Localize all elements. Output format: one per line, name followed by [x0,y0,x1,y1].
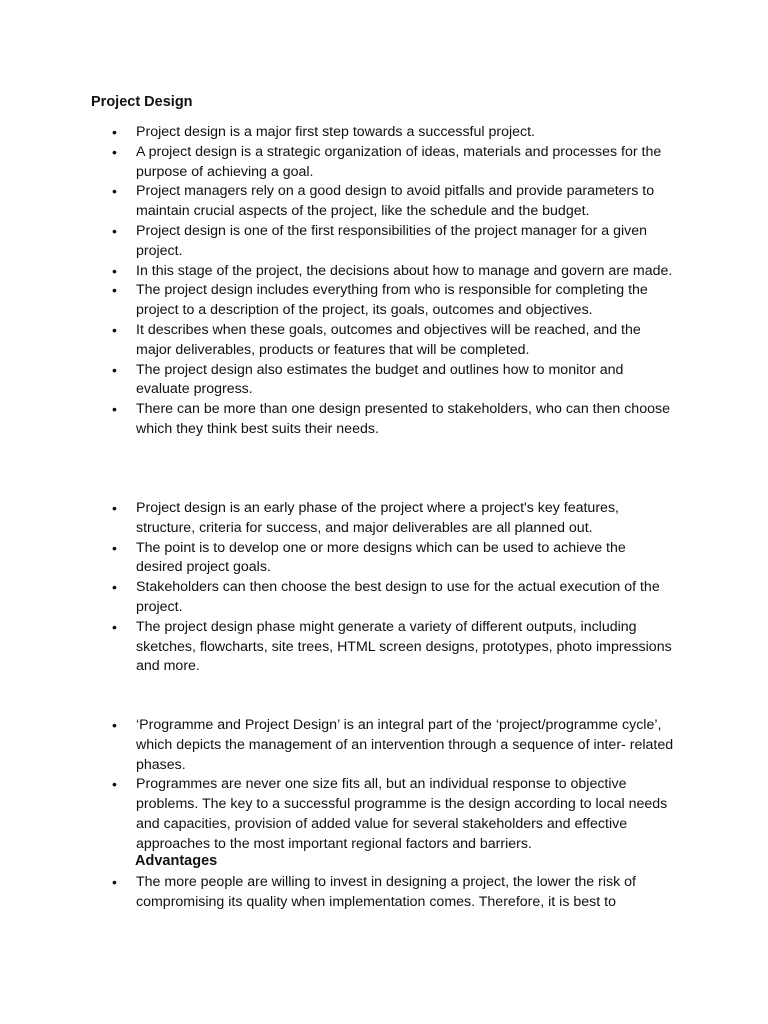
list-item-text: Programmes are never one size fits all, but an individual response to objective problems. The key to a successful programme is the design according to local needs and capacities, provision of added value for several stakeholders and effective approaches to the most important regional factors and barriers. [136,776,668,852]
list-item [0,539,768,579]
bullet-icon: • [112,222,117,239]
list-item-text: ‘Programme and Project Design’ is an integral part of the ‘project/programme cycle’, which depicts the management of an intervention through a sequence of inter- related phases. [136,717,674,773]
list-item [0,716,768,775]
list-item-text: The project design phase might generate a variety of different outputs, including sketches, flowcharts, site trees, HTML screen designs, prototypes, photo impressions and more. [136,618,672,675]
list-item [0,321,768,361]
bullet-icon: • [112,143,117,160]
bullet-list-intro [0,123,768,440]
list-item [0,400,768,440]
list-item [0,123,768,143]
list-item [0,182,768,222]
list-item-text: Project managers rely on a good design to avoid pitfalls and provide parameters to maintain crucial aspects of the project, like the schedule and the budget. [136,183,655,220]
list-item-text: There can be more than one design presented to stakeholders, who can then choose which they think best suits their needs. [136,401,670,437]
bullet-icon: • [112,776,117,793]
bullet-icon: • [112,500,117,516]
list-item [0,618,768,677]
list-item-text: Project design is one of the first responsibilities of the project manager for a given project. [136,222,648,259]
bullet-icon: • [112,717,117,733]
bullet-icon: • [112,618,117,635]
bullet-icon: • [112,262,117,279]
list-item [0,281,768,321]
list-item-text: The project design also estimates the budget and outlines how to monitor and evaluate progress. [136,361,624,398]
list-item [0,873,768,913]
list-item [0,775,768,854]
bullet-icon: • [112,539,117,556]
bullet-icon: • [112,874,117,890]
bullet-icon: • [112,579,117,596]
list-item-text: It describes when these goals, outcomes and objectives will be reached, and the major deliverables, products or features that will be completed. [136,321,641,358]
list-item-text: Project design is a major first step towards a successful project. [136,124,535,140]
bullet-icon: • [112,183,117,200]
list-item [0,361,768,401]
list-item [0,143,768,183]
bullet-icon: • [112,124,117,140]
list-item-text: Stakeholders can then choose the best design to use for the actual execution of the project. [136,579,660,615]
list-item [0,222,768,262]
bullet-list-phase [0,499,768,677]
page-title: Project Design [91,94,193,110]
bullet-list-programme [0,716,768,855]
list-item-text: Project design is an early phase of the project where a project's key features, structure, criteria for success, and major deliverables are all planned out. [136,500,619,536]
list-item [0,578,768,618]
bullet-icon: • [112,361,117,378]
bullet-icon: • [112,321,117,338]
bullet-icon: • [112,401,117,418]
bullet-icon: • [112,282,117,299]
list-item-text: The more people are willing to invest in designing a project, the lower the risk of compromising its quality when implementation comes. Therefore, it is best to [136,874,636,910]
list-item-text: A project design is a strategic organization of ideas, materials and processes for the purpose of achieving a goal. [136,143,662,180]
list-item-text: In this stage of the project, the decisions about how to manage and govern are made. [136,262,673,279]
list-item [0,262,768,282]
list-item-text: The project design includes everything from who is responsible for completing the project to a description of the project, its goals, outcomes and objectives. [136,282,648,319]
bullet-list-advantages [0,873,768,913]
list-item-text: The point is to develop one or more designs which can be used to achieve the desired project goals. [136,539,626,576]
list-item [0,499,768,539]
advantages-heading: Advantages [135,853,218,869]
